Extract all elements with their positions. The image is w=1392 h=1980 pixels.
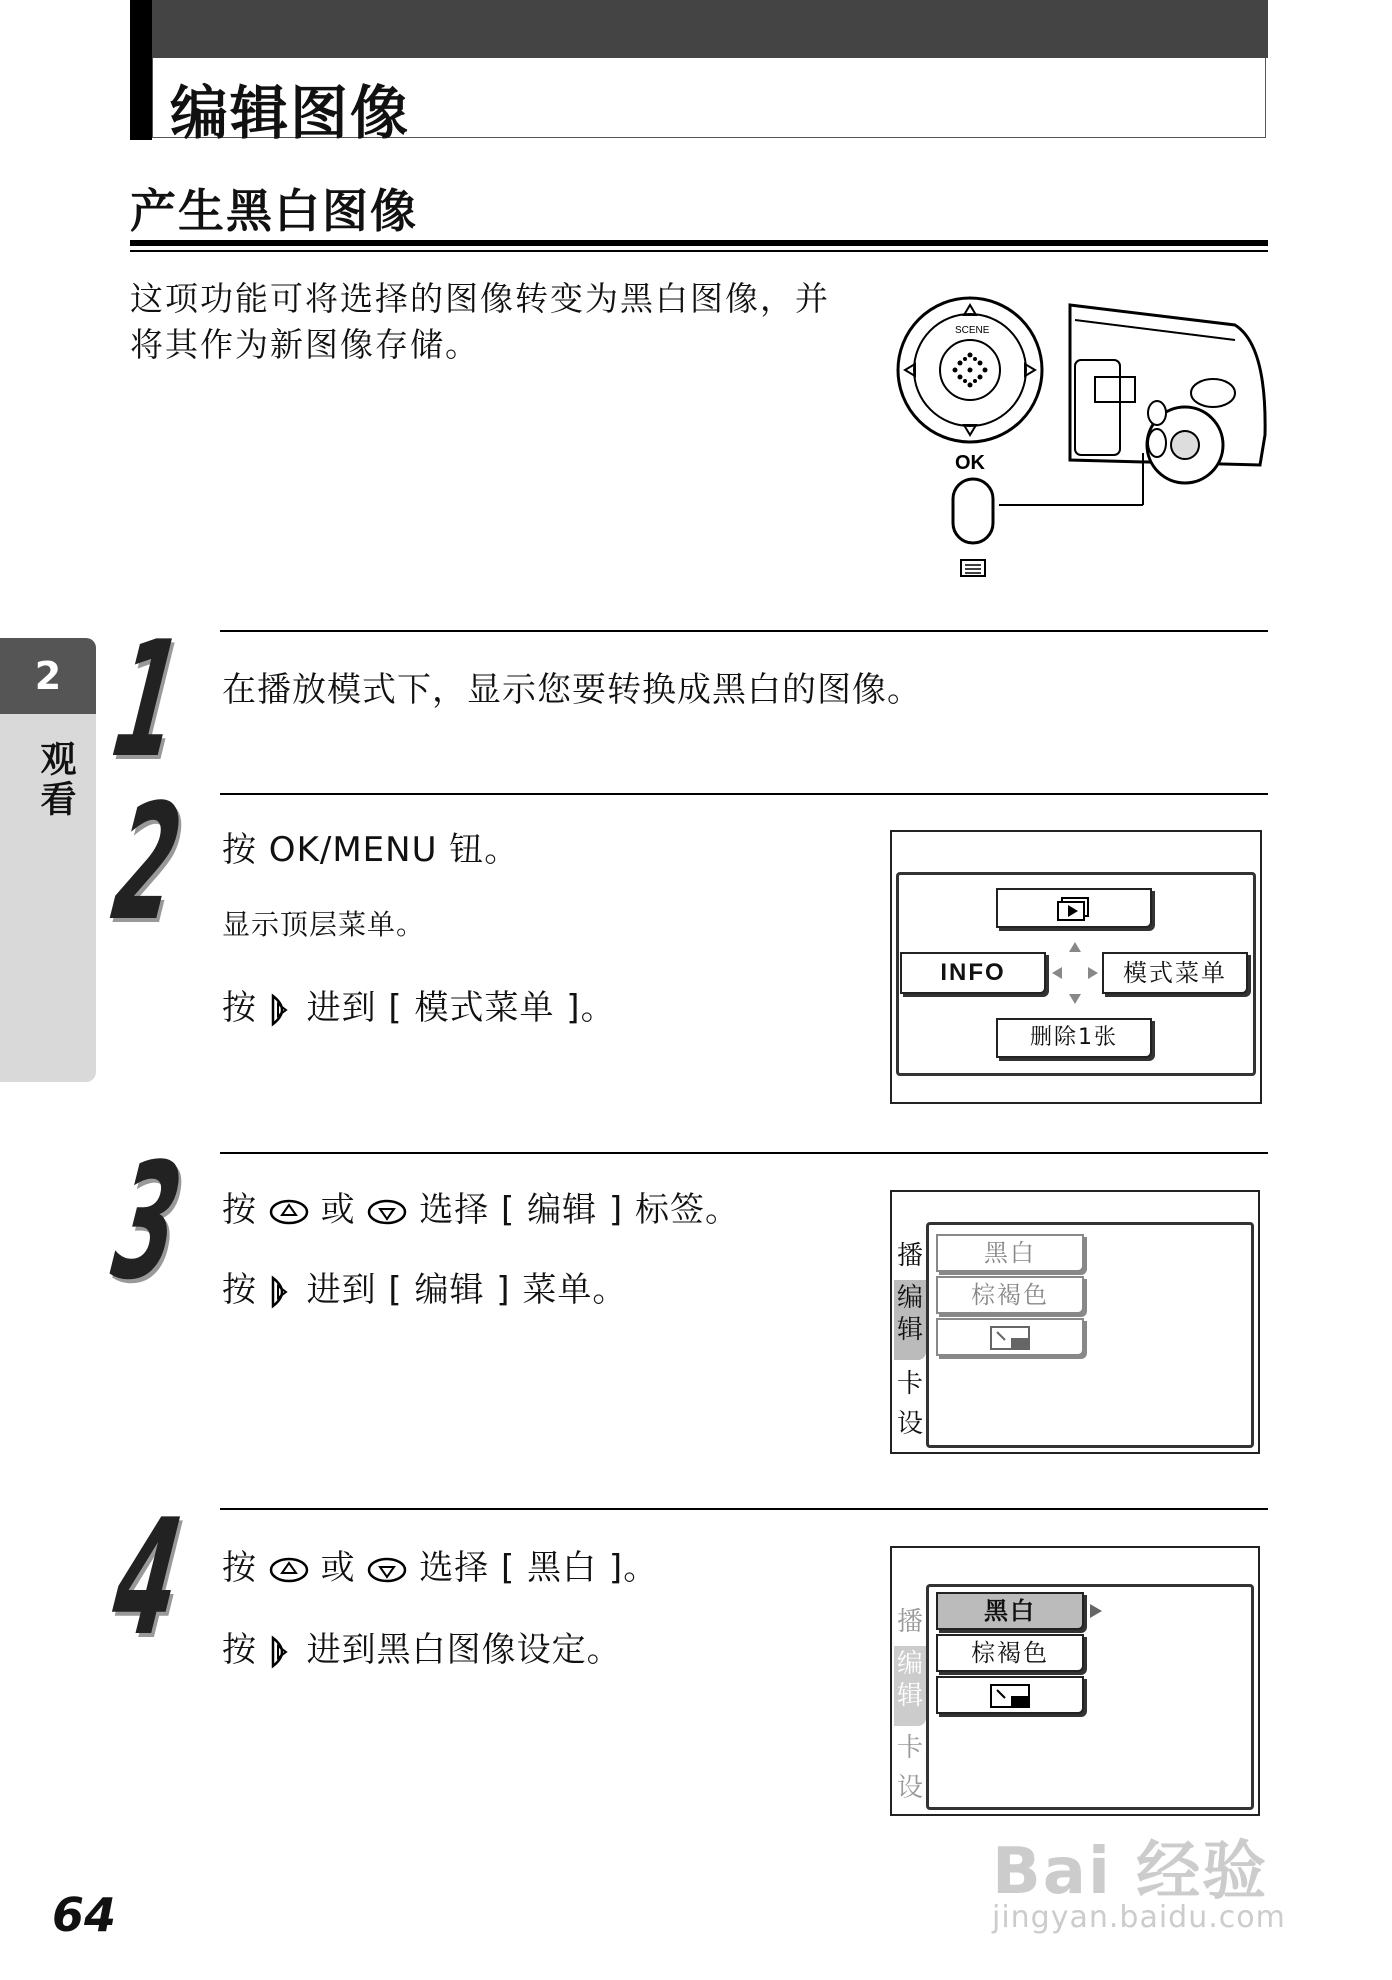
chapter-number: 2: [0, 638, 96, 714]
section-title: 产生黑白图像: [130, 184, 418, 238]
step-3-rule: [220, 1152, 1268, 1154]
step-3-line-1: [222, 1182, 740, 1231]
chapter-label: 观看: [35, 740, 76, 820]
screen-select-bw: [890, 1546, 1260, 1816]
menu-item-sepia[interactable]: 棕褐色: [936, 1634, 1084, 1672]
step-2-line-3-post: 进到 [ 模式菜单 ]。: [306, 988, 616, 1028]
menu-item-bw-selected[interactable]: 黑白: [936, 1592, 1084, 1630]
step-3-line-1-mid: 或: [320, 1190, 356, 1230]
step-2-line-3: [222, 980, 616, 1029]
menu-item-bw[interactable]: 黑白: [936, 1234, 1084, 1272]
watermark-brand: Bai 经验: [992, 1835, 1269, 1909]
resize-icon: [985, 1323, 1035, 1353]
tab-card[interactable]: 卡: [896, 1733, 923, 1763]
down-arrow-button-icon: [367, 1198, 407, 1226]
step-4-line-1: [222, 1540, 658, 1589]
watermark-url: jingyan.baidu.com: [992, 1900, 1286, 1935]
tab-setup[interactable]: 设: [896, 1773, 923, 1803]
tab-playback[interactable]: 播: [896, 1607, 923, 1637]
up-arrow-button-icon: [269, 1198, 309, 1226]
step-3-line-1-post: 选择 [ 编辑 ] 标签。: [419, 1190, 741, 1230]
down-arrow-button-icon: [367, 1556, 407, 1584]
header-accent: [130, 0, 152, 140]
tab-edit-2[interactable]: 辑: [896, 1681, 923, 1711]
step-2-line-1: 按 OK/MENU 钮。: [222, 830, 520, 870]
resize-icon: [985, 1681, 1035, 1711]
tab-edit-2[interactable]: 辑: [896, 1315, 923, 1345]
page-title: 编辑图像: [170, 79, 411, 147]
step-3-line-2: [222, 1262, 627, 1311]
info-button[interactable]: INFO: [900, 952, 1046, 994]
step-3-line-2-pre: 按: [222, 1270, 257, 1310]
step-4-line-2-post: 进到黑白图像设定。: [306, 1630, 622, 1670]
right-arrow-button-icon: [269, 1274, 295, 1310]
step-3-line-2-post: 进到 [ 编辑 ] 菜单。: [306, 1270, 628, 1310]
ok-button-illustration: [953, 479, 993, 543]
step-4-line-1-pre: 按: [222, 1548, 257, 1588]
delete-one-button[interactable]: 删除1张: [996, 1018, 1152, 1058]
intro-text: [130, 276, 890, 368]
ok-label: OK: [955, 452, 985, 474]
section-rule-thin: [130, 250, 1268, 252]
header-bar: [130, 0, 1268, 58]
step-2-line-3-pre: 按: [222, 988, 257, 1028]
step-2-rule: [220, 793, 1268, 795]
intro-line-1: 这项功能可将选择的图像转变为黑白图像，并: [130, 279, 830, 318]
step-3-line-1-pre: 按: [222, 1190, 257, 1230]
step-1-rule: [220, 630, 1268, 632]
step-4-line-1-post: 选择 [ 黑白 ]。: [419, 1548, 659, 1588]
intro-line-2: 将其作为新图像存储。: [130, 325, 480, 364]
scene-label: SCENE: [955, 325, 990, 336]
camera-illustration: [895, 285, 1270, 595]
tab-edit-1[interactable]: 编: [896, 1283, 923, 1313]
tab-setup[interactable]: 设: [896, 1409, 923, 1439]
step-2-line-2: 显示顶层菜单。: [222, 908, 426, 941]
screen-top-menu: [890, 830, 1262, 1104]
menu-item-resize[interactable]: [936, 1676, 1084, 1714]
mode-menu-button[interactable]: 模式菜单: [1102, 952, 1248, 994]
dpad-arrows-icon: [1050, 940, 1100, 1006]
step-4-line-2: [222, 1622, 622, 1671]
tab-card[interactable]: 卡: [896, 1369, 923, 1399]
step-4-line-2-pre: 按: [222, 1630, 257, 1670]
menu-item-sepia[interactable]: 棕褐色: [936, 1276, 1084, 1314]
tab-edit-1[interactable]: 编: [896, 1649, 923, 1679]
right-arrow-button-icon: [269, 1634, 295, 1670]
section-rule: [130, 240, 1268, 246]
right-arrow-button-icon: [269, 992, 295, 1028]
submenu-arrow-icon: [1088, 1602, 1104, 1620]
step-4-line-1-mid: 或: [320, 1548, 356, 1588]
playback-menu-button[interactable]: [996, 888, 1152, 928]
menu-item-resize[interactable]: [936, 1318, 1084, 1356]
step-3-number: 3: [103, 1128, 192, 1315]
tab-playback[interactable]: 播: [896, 1241, 923, 1271]
step-1-number: 1: [103, 606, 192, 793]
page-number: 64: [52, 1888, 117, 1942]
playback-icon: [1054, 894, 1094, 924]
step-1-text: 在播放模式下，显示您要转换成黑白的图像。: [222, 670, 922, 710]
step-4-rule: [220, 1508, 1268, 1510]
step-2-number: 2: [103, 769, 192, 956]
step-4-number: 4: [103, 1484, 192, 1671]
screen-edit-tab: [890, 1190, 1260, 1454]
up-arrow-button-icon: [269, 1556, 309, 1584]
